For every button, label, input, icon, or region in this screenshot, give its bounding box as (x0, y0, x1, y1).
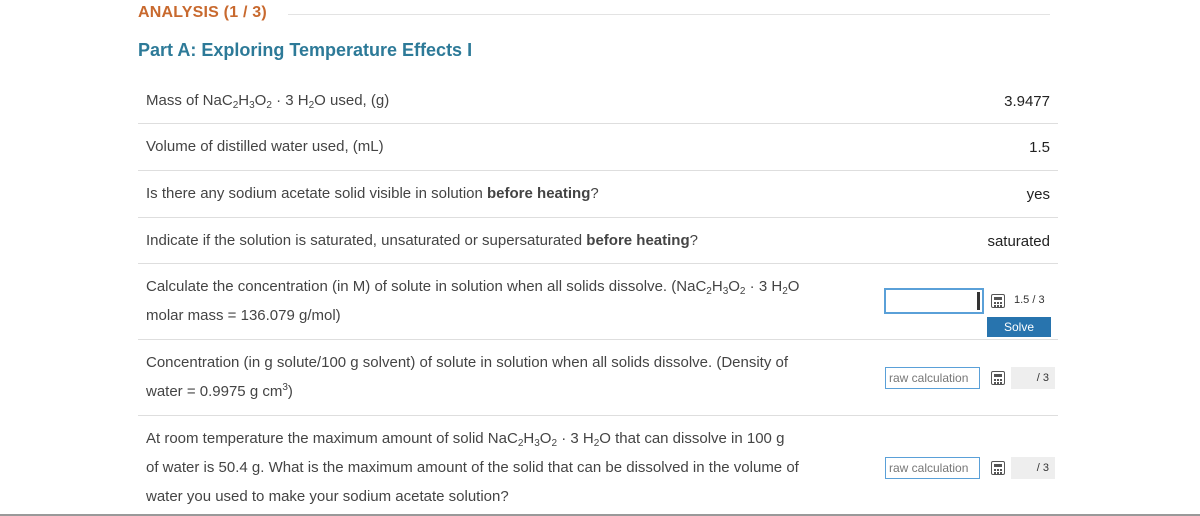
calculator-icon[interactable] (991, 371, 1005, 385)
answer-mass: 3.9477 (1004, 93, 1050, 110)
question-concentration-m: Calculate the concentration (in M) of solute in solution when all solids dissolve. ($NaC_2H_3O_2 \cdot 3$ $H_2O$ molar mass = 136.079 g/mol) (146, 278, 800, 324)
table-row-volume (138, 124, 1058, 171)
table-row-concentration-m (138, 264, 1058, 340)
table-row-saturation (138, 218, 1058, 264)
text-cursor (977, 292, 980, 310)
question-solid-visible: Is there any sodium acetate solid visible in solution before heating? (146, 185, 599, 202)
section-header (138, 4, 1050, 24)
question-concentration-g: Concentration (in g solute/100 g solvent) of solute in solution when all solids dissolve. (Density of water = 0.9975 g $cm^3$) (146, 354, 789, 400)
concentration-m-input[interactable] (884, 288, 984, 314)
question-max-amount: At room temperature the maximum amount of solid $NaC_2H_3O_2 \cdot 3$ $H_2O$ that can dissolve in 100 g of water is 50.4 g. What is the maximum amount of the solid that can be dissolved in the volume of water you used to make your sodium acetate solution? (146, 430, 799, 505)
calculator-icon[interactable] (991, 294, 1005, 308)
section-divider (288, 14, 1050, 15)
table-row-concentration-g (138, 340, 1058, 416)
score-text: 1.5 / 3 (1014, 294, 1045, 306)
answer-saturation: saturated (987, 233, 1050, 250)
calculator-icon[interactable] (991, 461, 1005, 475)
table-row-solid-visible (138, 171, 1058, 218)
answer-volume: 1.5 (1029, 139, 1050, 156)
section-title: ANALYSIS (1 / 3) (138, 4, 277, 22)
raw-calculation-field[interactable]: raw calculation (885, 367, 980, 389)
answer-solid-visible: yes (1026, 186, 1050, 203)
raw-calculation-field[interactable]: raw calculation (885, 457, 980, 479)
question-volume: Volume of distilled water used, (mL) (146, 138, 384, 155)
table-row-max-amount (138, 416, 1058, 512)
score-box: / 3 (1011, 367, 1055, 389)
question-saturation: Indicate if the solution is saturated, unsaturated or supersaturated before heating? (146, 232, 698, 249)
question-mass: Mass of $NaC_2H_3O_2 \cdot 3$ $H_2O$ used, (g) (146, 92, 390, 111)
score-box: / 3 (1011, 457, 1055, 479)
part-title: Part A: Exploring Temperature Effects I (138, 40, 473, 60)
solve-button[interactable]: Solve (987, 317, 1051, 337)
table-row-mass (138, 78, 1058, 124)
